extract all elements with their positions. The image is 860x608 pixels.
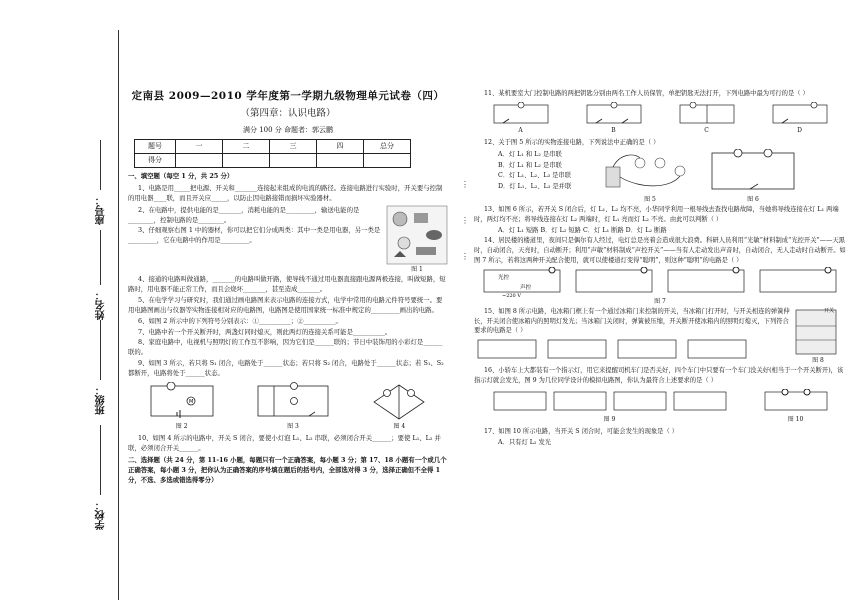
score-cell: 题号: [135, 139, 176, 153]
q17-option-a: A．只有灯 L₂ 发光: [498, 438, 552, 446]
fig7-label-voltage: ~220 V: [502, 292, 521, 297]
q11-option-d: [770, 102, 830, 135]
score-input-cell[interactable]: [176, 153, 223, 167]
figure-10: [761, 389, 831, 424]
number-field: [94, 195, 109, 225]
figure-10-caption: 图 10: [787, 415, 804, 423]
figures-9-10: [474, 389, 846, 424]
figure-4-caption: 图 4: [393, 423, 406, 431]
question-17: 17、如图 10 所示电路，当开关 S 闭合时，可能会发生的现象是（ ）: [484, 427, 679, 435]
class-blank: [100, 320, 101, 380]
number-label: 座号：: [96, 195, 107, 225]
exam-subtitle: （第四章：认识电路）: [240, 108, 336, 120]
figure-8-caption: 图 8: [812, 356, 824, 364]
class-label: 班级：: [96, 385, 107, 415]
score-cell: 三: [270, 139, 317, 153]
q12-option-c: C．灯 L₁、L₂、L₃ 是串联: [498, 172, 572, 180]
figure-7-circuits: [480, 267, 840, 297]
figure-5-caption: 图 5: [644, 195, 656, 203]
school-blank: [100, 425, 101, 495]
q11-label-b: B: [611, 126, 616, 134]
score-cell: 总分: [364, 139, 411, 153]
question-10: 10、如图 4 所示的电路中，开关 S 闭合，要使小灯泡 L₁、L₂ 串联，必须闭合开关______；要使 L₁、L₂ 并联，必须闭合开关______。: [128, 434, 441, 453]
figure-4: [369, 382, 429, 431]
score-cell: 一: [176, 139, 223, 153]
question-16: 16、小轿车上大都装有一个指示灯，用它来提醒司机车门是否关好，四个车门中只要有一个车门没关好(相当于一个开关断开)，该指示灯就会发光，图 9 为几位同学设计的模拟电路图，你认为最符合上述要求的是（ ）: [474, 367, 844, 384]
question-14: 14、居民楼的楼道里，夜间只是偶尔有人经过，电灯总是亮着会造成很大浪费。科研人员利用“光敏”材料制成“光控开关”——天黑时，自动闭合，天亮时，自动断开；利用“声敏”材料制成“声控开关”——当有人走动发出声音时，自动闭合，无人走动时自动断开。如图 7 所示，若将这两种开关配合使用，就可以使楼道灯变得“聪明”，则这种“聪明”的电路是（ ）: [474, 237, 846, 264]
q15-block: [474, 306, 846, 365]
figure-3-circuit: [254, 382, 332, 422]
svg-text:M: M: [188, 399, 193, 406]
figure-6-circuit: [708, 149, 798, 195]
class-field: [94, 385, 109, 415]
score-cell: 得分: [135, 153, 176, 167]
figure-2-circuit: [147, 382, 217, 422]
figure-5: [600, 149, 700, 204]
q12-option-a: A．灯 L₁ 和 L₂ 是串联: [498, 150, 562, 158]
figure-8-fridge: [790, 306, 846, 356]
score-cell: 二: [223, 139, 270, 153]
fig7-label-light: 光控: [498, 274, 510, 281]
q15-text: [474, 306, 790, 365]
q11-circuit-d: [770, 102, 830, 126]
score-table-header-row: [135, 139, 411, 153]
question-15: 15、如图 8 所示电路，电冰箱门框上有一个通过冰箱门来控制的开关，当冰箱门打开时，与开关相连的弹簧伸长，开关闭合使冰箱内的照明灯发光；当冰箱门关闭时，弹簧被压缩，开关断开使冰箱内的照明灯熄灭，下列符合要求的电路是（ ）: [474, 307, 790, 335]
q11-label-c: C: [704, 126, 709, 134]
figure-3-caption: 图 3: [287, 423, 299, 431]
figure-5-illustration: [600, 149, 700, 195]
appliances-illustration: [386, 205, 448, 265]
score-input-cell[interactable]: [223, 153, 270, 167]
q11-circuits: [474, 102, 846, 135]
q12-option-b: B．灯 L₁ 和 L₂ 是串联: [498, 161, 562, 169]
score-input-cell[interactable]: [317, 153, 364, 167]
q11-label-a: A: [518, 126, 523, 134]
school-field: [94, 500, 109, 530]
q11-label-d: D: [797, 126, 802, 134]
figure-4-circuit: [369, 382, 429, 422]
question-12: 12、关于图 5 所示的实物连接电路，下列说法中正确的是（ ）: [484, 139, 660, 147]
question-6: 6、如图 2 所示中的下列符号分别表示：①__________；②__________。: [138, 316, 342, 325]
figures-2-4: [128, 382, 448, 431]
q11-option-c: [677, 102, 737, 135]
q11-circuit-a: [491, 102, 551, 126]
q13-options: A．灯 L₁ 短路 B．灯 L₂ 短路 C．灯 L₁ 断路 D．灯 L₂ 断路: [498, 226, 667, 234]
fig8-switch-label: 开关: [824, 307, 835, 314]
figure-7-caption: 图 7: [654, 297, 666, 305]
figure-6-caption: 图 6: [747, 195, 759, 203]
q2-q3-text: [128, 205, 382, 274]
q11-option-b: [584, 102, 644, 135]
figure-1: [386, 205, 448, 274]
figure-9-caption: 图 9: [603, 415, 616, 423]
score-table: [134, 139, 411, 168]
name-field: [94, 290, 109, 320]
q11-option-a: [491, 102, 551, 135]
figure-6: [708, 149, 798, 204]
question-2: 2、在电路中，提供电能的是_______，消耗电能的是_________，输送电能的是________，控制电路的是________。: [128, 205, 360, 224]
question-3: 3、仔细观察右图 1 中的器材，你可以把它们分成两类：其中一类是用电器，另一类是_________，它在电路中的作用是_________。: [128, 226, 381, 245]
name-label: 姓名：: [96, 290, 107, 320]
section2-heading: 二、选择题（共 24 分，第 11-16 小题，每题只有一个正确答案，每小题 3 分；第 17、18 小题有一个或几个正确答案，每小题 3 分，把你认为正确答案的序号填在题后的括号内，全部选对得 3 分，选择正确但不全得 1 分，不选、多选或错选得零分）: [128, 456, 447, 485]
number-blank: [100, 140, 101, 190]
binding-line: [118, 30, 119, 600]
q11-circuit-c: [677, 102, 737, 126]
score-input-cell[interactable]: [364, 153, 411, 167]
figure-7: [474, 267, 846, 306]
figure-1-caption: 图 1: [411, 265, 423, 273]
figure-3: [254, 382, 332, 431]
figure-10-circuit: [761, 389, 831, 415]
school-label: 学校：: [96, 500, 107, 530]
q12-options: [474, 149, 594, 204]
question-11: 11、某机要室大门控制电路的两把钥匙分别由两名工作人员保管，单把钥匙无法打开，下列电路中最为可行的是（ ）: [484, 90, 809, 97]
question-13: 13、如图 6 所示，若开关 S 闭合后，灯 L₁、L₂ 均不亮，小华同学利用一根导线去查找电路故障，当她将导线连接在灯 L₁ 两端时，两灯均不亮；将导线连接在灯 L₂ 两端时，灯 L₁ 亮而灯 L₂ 不亮。由此可以判断（ ）: [474, 206, 839, 223]
figure-9: [490, 389, 730, 424]
score-table-score-row: [135, 153, 411, 167]
question-7: 7、电路中若一个开关断开时，两盏灯同时熄灭，则此两灯的连接关系可能是__________。: [138, 327, 392, 336]
q11-circuit-b: [584, 102, 644, 126]
section1-heading: 一、填空题（每空 1 分，共 25 分）: [128, 171, 234, 180]
question-9: 9、如图 3 所示，若只将 S₁ 闭合，电路处于______状态；若只将 S₂ 闭合，电路处于______状态；若 S₁、S₂ 都断开，电路将处于______状态。: [128, 359, 444, 378]
binding-margin: [0, 0, 122, 608]
question-5: 5、在电学学习与研究时，我们通过画电路图来表示电路的连接方式，电学中常用的电路元件符号要统一。要用电路图画出与仪器等实物连接相对应的电路图，电路图是使用国家统一标准中规定的_________画出的电路。: [128, 295, 443, 314]
question-1: 1、电路是用_____把电源、开关和_______连接起来组成的电流的路径。连接电路进行实验时，开关要与控制的用电器____联，而且开关应_____，以防止因电路接错而损坏实验器材。: [128, 183, 443, 202]
left-column: [128, 88, 448, 488]
score-input-cell[interactable]: [270, 153, 317, 167]
question-8: 8、家庭电路中，电视机与照明灯的工作互不影响，因为它们是______联的；节日中装饰用的小彩灯是______联的。: [128, 338, 443, 357]
figure-2-caption: 图 2: [175, 423, 188, 431]
figure-2: [147, 382, 217, 431]
figure-9-circuits: [490, 389, 730, 415]
q12-block: [474, 149, 846, 204]
fold-marker: ⋮ ⋮ ⋮: [461, 180, 469, 261]
score-cell: 四: [317, 139, 364, 153]
figure-8: [790, 306, 846, 365]
exam-title: 定南县 2009—2010 学年度第一学期九级物理单元试卷（四）: [131, 90, 445, 102]
score-line: 满分 100 分 命题者：郭云鹏: [242, 125, 334, 134]
q15-circuits: [474, 337, 754, 361]
q12-option-d: D．灯 L₁、L₂、L₃ 是并联: [498, 183, 572, 191]
name-blank: [100, 230, 101, 285]
question-4: 4、接通的电路叫做通路，_______的电路叫做开路，使导线不通过用电器直接跟电源两极连接，叫做短路，短路时，用电器不能正常工作，而且会烧坏_______，甚至造成_______。: [128, 274, 446, 293]
fig7-label-sound: 声控: [520, 284, 532, 291]
right-column: [474, 88, 846, 448]
q2-q3-block: [128, 205, 448, 274]
